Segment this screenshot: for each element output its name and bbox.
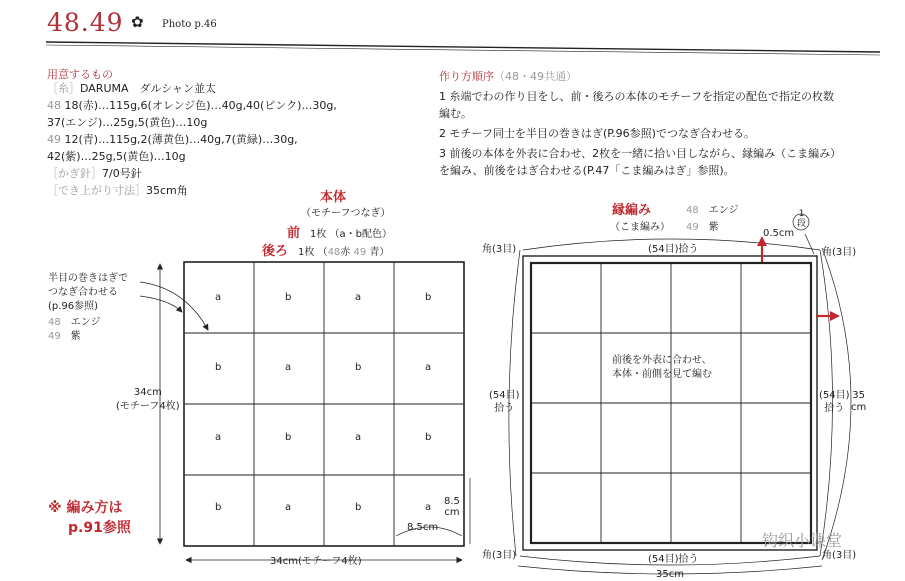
motif-cell: b [285, 292, 292, 303]
step-1-line1: 1 糸端でわの作り目をし、前・後ろの本体のモチーフを指定の配色で指定の枚数 [439, 90, 834, 103]
body-title: 本体 [320, 190, 347, 205]
motif-cell: a [215, 432, 222, 443]
right-pick-label: 拾う [824, 403, 845, 414]
center-note-1: 前後を外表に合わせ、 [612, 355, 712, 366]
motif-cell: a [355, 432, 362, 443]
back-num-48: 48 [327, 247, 341, 258]
height-cm: 34cm [133, 387, 162, 398]
join-note-2: つなぎ合わせる [48, 287, 118, 298]
motif-cell: b [355, 362, 362, 373]
edge-subtitle: （こま編み） [610, 222, 670, 233]
corner-top-right: 角(3目) [822, 247, 857, 258]
back-color-49: 青） [369, 247, 390, 258]
height-motif: (モチーフ4枚) [116, 401, 180, 412]
front-label: 前 [287, 226, 301, 241]
step-3-line2: を編み、前後をはぎ合わせる(P.47「こま編みはぎ」参照)。 [439, 164, 735, 177]
yarn-brand: DARUMA ダルシャン並太 [80, 82, 217, 95]
join-note-1: 半目の巻きはぎで [48, 273, 128, 284]
center-note-2: 本体・前側を見て編む [612, 369, 712, 380]
join-color-48: エンジ [70, 317, 101, 328]
edge-num-48: 48 [686, 205, 699, 216]
direction-arrow-right-head [830, 311, 840, 321]
hook-tag: ［かぎ針］ [47, 167, 102, 180]
back-color-48: 赤 [340, 247, 351, 258]
thickness-leader [805, 234, 814, 254]
materials-heading: 用意するもの [47, 68, 113, 81]
yarn-49-line2: 42(紫)…25g,5(黄色)…10g [47, 150, 186, 163]
motif-cell: b [285, 432, 292, 443]
pattern-number: 48.49 [47, 8, 124, 37]
edge-title: 縁編み [612, 203, 652, 218]
corner-bottom-left: 角(3目) [482, 550, 517, 561]
yarn-49-line1: 12(青)…115g,2(薄黄色)…40g,7(黄緑)…30g, [64, 133, 298, 146]
back-num-49: 49 [353, 247, 367, 258]
num-49: 49 [47, 133, 61, 146]
motif-cell: a [285, 502, 292, 513]
motif-height-unit: cm [444, 507, 460, 518]
bottom-pick-count: (54目)拾う [648, 554, 699, 565]
yarn-48-line2: 37(エンジ)…25g,5(黄色)…10g [47, 116, 208, 129]
steps-heading-note: （48・49共通） [494, 70, 577, 83]
join-num-49: 49 [48, 331, 61, 342]
motif-grid [184, 262, 464, 546]
method-note-2: p.91参照 [68, 520, 131, 536]
method-note-1: ※ 編み方は [48, 500, 123, 516]
hook-size: 7/0号針 [102, 167, 142, 180]
body-width-label: 34cm(モチーフ4枚) [270, 556, 362, 567]
corner-top-left: 角(3目) [482, 244, 517, 255]
edge-rows: 1 [798, 209, 805, 219]
corner-bottom-right: 角(3目) [822, 550, 857, 561]
motif-cell: a [215, 292, 222, 303]
motif-cell: b [355, 502, 362, 513]
edge-grid [523, 256, 817, 550]
left-pick-label: 拾う [494, 403, 515, 414]
body-subtitle: （モチーフつなぎ） [301, 208, 391, 219]
join-color-49: 紫 [70, 331, 81, 342]
motif-cell: a [285, 362, 292, 373]
back-count: 1枚 （ [298, 247, 328, 258]
right-pick-count: (54目) [819, 390, 850, 401]
step-2: 2 モチーフ同士を半目の巻きはぎ(P.96参照)でつなぎ合わせる。 [439, 127, 755, 140]
step-1-line2: 編む。 [439, 107, 472, 120]
motif-cell: b [215, 502, 222, 513]
num-48: 48 [47, 99, 61, 112]
edge-thickness: 0.5cm [763, 228, 795, 239]
flower-icon: ✿ [131, 13, 144, 31]
watermark: 钩织小课堂 [762, 531, 843, 550]
join-num-48: 48 [48, 317, 61, 328]
motif-cell: b [425, 292, 432, 303]
edge-width-value: 35cm [656, 569, 684, 580]
edge-height-value: 35 [852, 390, 865, 401]
steps-heading: 作り方順序 [439, 70, 494, 83]
step-3-line1: 3 前後の本体を外表に合わせ、2枚を一緒に拾い目しながら、縁編み（こま編み） [439, 147, 842, 160]
join-leader-2 [140, 296, 182, 312]
yarn-tag: ［糸］ [47, 82, 80, 95]
edge-color-48: エンジ [708, 205, 739, 216]
top-pick-count: (54目)拾う [648, 244, 699, 255]
motif-cell: a [355, 292, 362, 303]
back-label: 後ろ [262, 244, 289, 259]
motif-cell: b [215, 362, 222, 373]
motif-cell: a [425, 362, 432, 373]
motif-width-value: 8.5cm [407, 522, 439, 533]
left-pick-count: (54目) [489, 390, 520, 401]
motif-cell: b [425, 432, 432, 443]
edge-color-49: 紫 [708, 222, 719, 233]
motif-cell: a [425, 502, 432, 513]
edge-height-unit: cm [851, 402, 867, 413]
edge-num-49: 49 [686, 222, 699, 233]
size-tag: ［でき上がり寸法］ [47, 184, 146, 197]
yarn-48-line1: 18(赤)…115g,6(オレンジ色)…40g,40(ピンク)…30g, [64, 99, 337, 112]
motif-height-value: 8.5 [444, 496, 460, 507]
header-rule [46, 42, 880, 52]
photo-reference: Photo p.46 [162, 19, 217, 30]
edge-rows-unit: 段 [797, 219, 807, 229]
join-note-3: (p.96参照) [48, 301, 99, 312]
front-count: 1枚 （a・b配色） [310, 229, 393, 240]
finished-size: 35cm角 [146, 184, 188, 197]
